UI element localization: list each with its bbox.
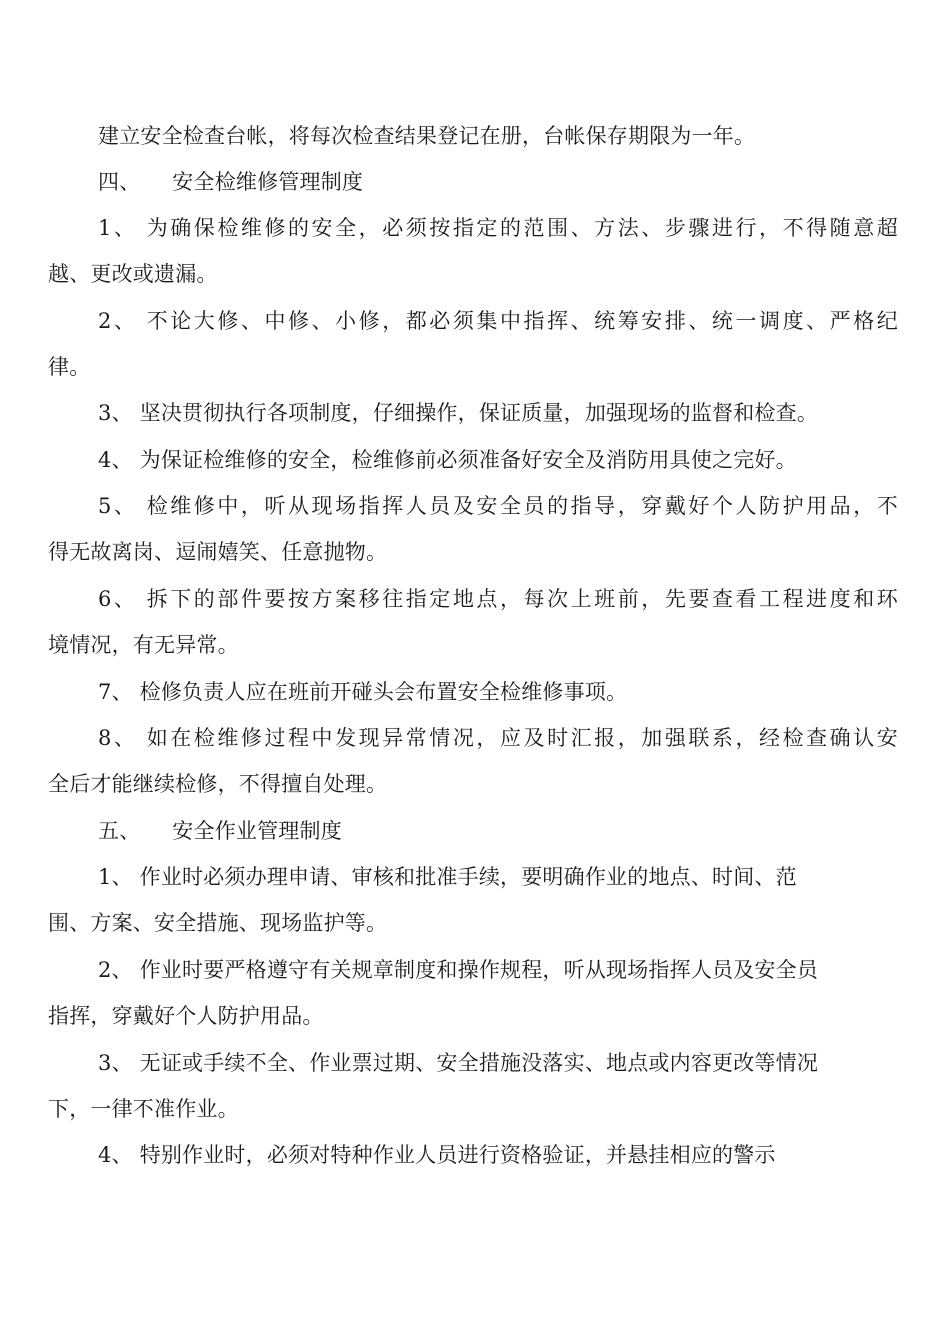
paragraph-line: 4、 特别作业时，必须对特种作业人员进行资格验证，并悬挂相应的警示 <box>98 1143 776 1167</box>
paragraph-line: 越、更改或遗漏。 <box>48 262 218 286</box>
paragraph-line: 3、 坚决贯彻执行各项制度，仔细操作，保证质量，加强现场的监督和检查。 <box>98 401 819 425</box>
paragraph-line: 得无故离岗、逗闹嬉笑、任意抛物。 <box>48 540 388 564</box>
paragraph-line: 1、 为确保检维修的安全，必须按指定的范围、方法、步骤进行，不得随意超 <box>98 216 898 240</box>
paragraph-line: 指挥，穿戴好个人防护用品。 <box>48 1004 324 1028</box>
paragraph-line: 3、 无证或手续不全、作业票过期、安全措施没落实、地点或内容更改等情况 <box>98 1051 819 1075</box>
section-heading: 五、 安全作业管理制度 <box>98 819 342 843</box>
paragraph-line: 2、 不论大修、中修、小修，都必须集中指挥、统筹安排、统一调度、严格纪 <box>98 309 898 333</box>
paragraph-line: 建立安全检查台帐，将每次检查结果登记在册，台帐保存期限为一年。 <box>98 124 756 148</box>
paragraph-line: 8、 如在检维修过程中发现异常情况，应及时汇报，加强联系，经检查确认安 <box>98 726 898 750</box>
paragraph-line: 下，一律不准作业。 <box>48 1097 239 1121</box>
paragraph-line: 6、 拆下的部件要按方案移往指定地点，每次上班前，先要查看工程进度和环 <box>98 587 898 611</box>
paragraph-line: 围、方案、安全措施、现场监护等。 <box>48 911 388 935</box>
paragraph-line: 2、 作业时要严格遵守有关规章制度和操作规程，听从现场指挥人员及安全员 <box>98 958 819 982</box>
paragraph-line: 全后才能继续检修，不得擅自处理。 <box>48 772 388 796</box>
paragraph-line: 4、 为保证检维修的安全，检维修前必须准备好安全及消防用具使之完好。 <box>98 448 797 472</box>
paragraph-line: 1、 作业时必须办理申请、审核和批准手续，要明确作业的地点、时间、范 <box>98 865 797 889</box>
paragraph-line: 5、 检维修中，听从现场指挥人员及安全员的指导，穿戴好个人防护用品，不 <box>98 494 898 518</box>
section-heading: 四、 安全检维修管理制度 <box>98 170 364 194</box>
paragraph-line: 境情况，有无异常。 <box>48 633 239 657</box>
paragraph-line: 7、 检修负责人应在班前开碰头会布置安全检维修事项。 <box>98 680 628 704</box>
paragraph-line: 律。 <box>48 355 91 379</box>
